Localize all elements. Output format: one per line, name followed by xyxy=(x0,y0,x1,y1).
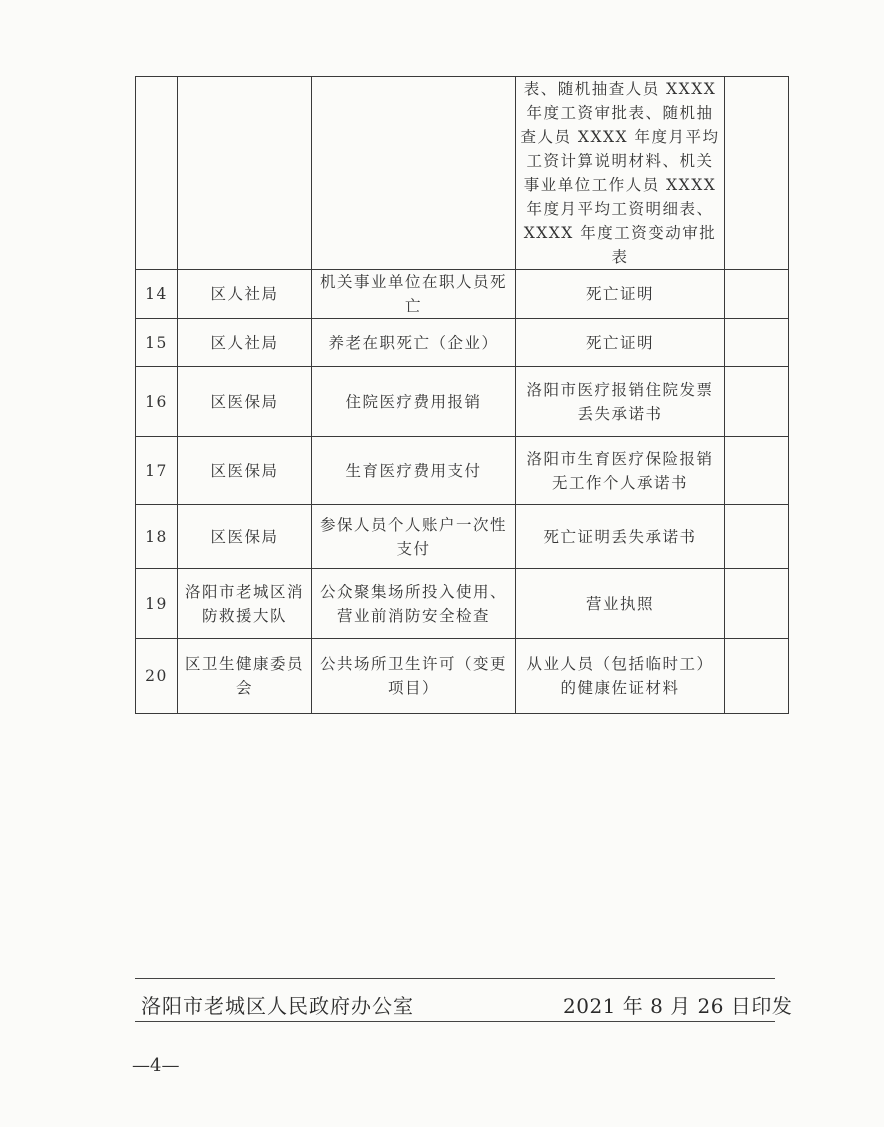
materials-table xyxy=(135,76,789,714)
item-cell: 公共场所卫生许可（变更项目） xyxy=(312,639,516,714)
material-cell: 营业执照 xyxy=(516,569,725,639)
department-cell: 洛阳市老城区消防救援大队 xyxy=(178,569,312,639)
table-row xyxy=(136,77,789,270)
item-cell: 参保人员个人账户一次性支付 xyxy=(312,505,516,569)
row-number: 17 xyxy=(136,437,178,505)
material-cell: 从业人员（包括临时工）的健康佐证材料 xyxy=(516,639,725,714)
department-cell: 区医保局 xyxy=(178,367,312,437)
table-row xyxy=(136,505,789,569)
item-cell xyxy=(312,77,516,270)
note-cell xyxy=(725,319,789,367)
item-cell: 养老在职死亡（企业） xyxy=(312,319,516,367)
note-cell xyxy=(725,569,789,639)
department-cell: 区卫生健康委员会 xyxy=(178,639,312,714)
department-cell: 区医保局 xyxy=(178,505,312,569)
material-cell: 洛阳市医疗报销住院发票丢失承诺书 xyxy=(516,367,725,437)
footer-divider-top xyxy=(135,978,775,979)
note-cell xyxy=(725,639,789,714)
footer-divider-bottom xyxy=(135,1021,775,1022)
material-cell: 洛阳市生育医疗保险报销无工作个人承诺书 xyxy=(516,437,725,505)
row-number: 19 xyxy=(136,569,178,639)
material-cell: 表、随机抽查人员 XXXX 年度工资审批表、随机抽查人员 XXXX 年度月平均工资计算说明材料、机关事业单位工作人员 XXXX 年度月平均工资明细表、XXXX 年度工资变动审批表 xyxy=(516,77,725,270)
item-cell: 住院医疗费用报销 xyxy=(312,367,516,437)
row-number: 20 xyxy=(136,639,178,714)
department-cell: 区医保局 xyxy=(178,437,312,505)
table-row xyxy=(136,367,789,437)
item-cell: 机关事业单位在职人员死亡 xyxy=(312,270,516,319)
table-row xyxy=(136,639,789,714)
department-cell xyxy=(178,77,312,270)
item-cell: 公众聚集场所投入使用、营业前消防安全检查 xyxy=(312,569,516,639)
material-cell: 死亡证明 xyxy=(516,270,725,319)
row-number: 14 xyxy=(136,270,178,319)
table-row xyxy=(136,437,789,505)
issue-date: 2021 年 8 月 26 日印发 xyxy=(563,994,793,1018)
table-row xyxy=(136,270,789,319)
department-cell: 区人社局 xyxy=(178,319,312,367)
row-number: 18 xyxy=(136,505,178,569)
note-cell xyxy=(725,505,789,569)
item-cell: 生育医疗费用支付 xyxy=(312,437,516,505)
table-row xyxy=(136,319,789,367)
row-number: 16 xyxy=(136,367,178,437)
row-number xyxy=(136,77,178,270)
material-cell: 死亡证明丢失承诺书 xyxy=(516,505,725,569)
material-cell: 死亡证明 xyxy=(516,319,725,367)
note-cell xyxy=(725,437,789,505)
row-number: 15 xyxy=(136,319,178,367)
note-cell xyxy=(725,270,789,319)
department-cell: 区人社局 xyxy=(178,270,312,319)
table-row xyxy=(136,569,789,639)
note-cell xyxy=(725,77,789,270)
issuing-office: 洛阳市老城区人民政府办公室 xyxy=(141,994,414,1018)
page-number: —4— xyxy=(132,1055,180,1076)
note-cell xyxy=(725,367,789,437)
